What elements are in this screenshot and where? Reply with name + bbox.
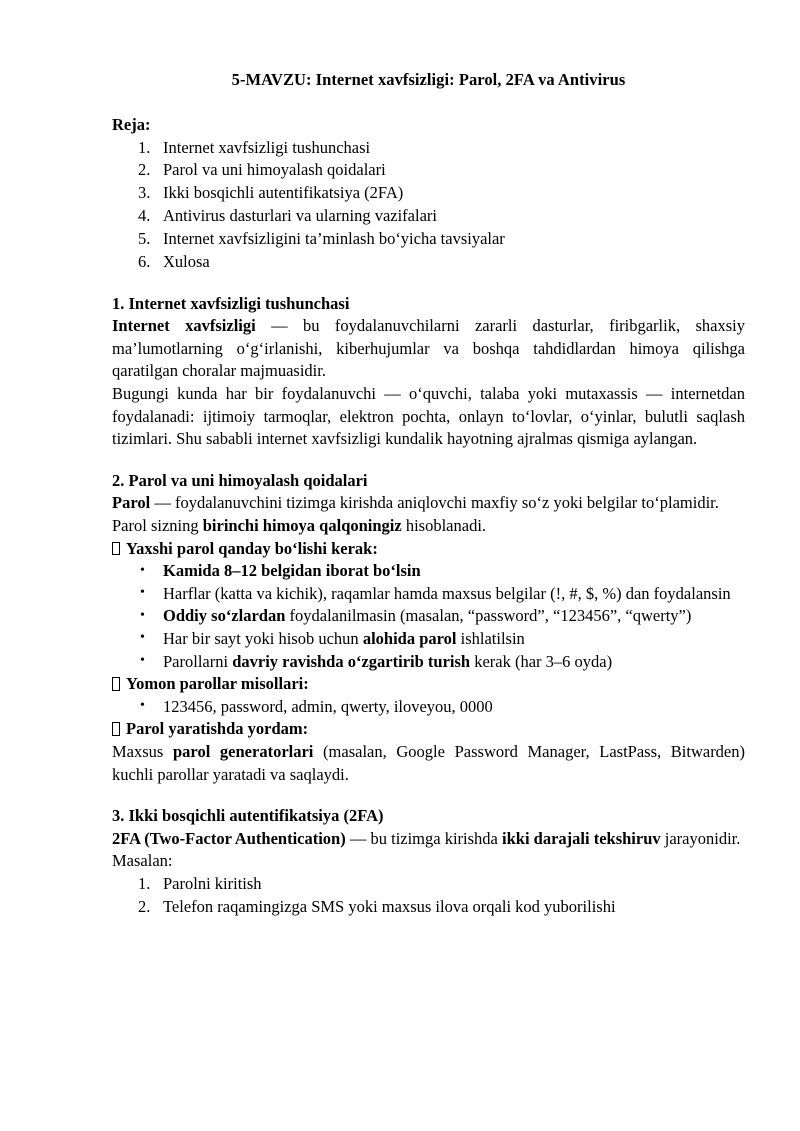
shield-emphasis: birinchi himoya qalqoningiz: [202, 516, 402, 535]
missing-glyph-box-icon: [112, 677, 120, 691]
help-prefix: Maxsus: [112, 741, 173, 761]
password-help-heading: [112, 718, 745, 741]
list-item-label: Har bir sayt yoki hisob uchun: [163, 628, 363, 648]
list-item: [112, 896, 745, 919]
reja-list: [112, 137, 745, 274]
masalan-label: Masalan:: [112, 851, 173, 871]
list-item: [112, 873, 745, 896]
term-internet-xavfsizligi: Internet xavfsizligi: [112, 316, 256, 336]
bullet-icon: •: [140, 562, 145, 578]
list-item-number: 2.: [138, 896, 151, 916]
list-item-number: 1.: [138, 873, 151, 893]
help-emphasis: parol generatorlari: [173, 741, 314, 761]
list-item-label: Kamida 8–12 belgidan iborat boʻlsin: [163, 561, 421, 581]
term-2fa: 2FA (Two-Factor Authentication): [112, 828, 346, 848]
list-item-number: 6.: [138, 251, 151, 271]
list-item-label: foydalanilmasin (masalan, “password”, “123456”, “qwerty”): [285, 606, 692, 626]
document-content: [112, 70, 745, 919]
list-item-label: Xulosa: [163, 251, 210, 271]
list-item: [112, 696, 745, 719]
bullet-icon: •: [140, 698, 145, 714]
reja-heading: Reja:: [112, 115, 151, 134]
list-item: [112, 583, 745, 606]
list-item-number: 5.: [138, 228, 151, 248]
definition-mid: — bu tizimga kirishda: [345, 828, 503, 848]
list-item-number: 3.: [138, 183, 151, 203]
missing-glyph-box-icon: [112, 722, 120, 736]
definition-end: jarayonidir.: [660, 828, 741, 848]
list-item: [112, 251, 745, 274]
list-item-label: Internet xavfsizligini ta’minlash boʻyicha tavsiyalar: [163, 228, 505, 248]
list-item: [112, 182, 745, 205]
help-suffix: (masalan, Google Password Manager, LastPass, Bitwarden) kuchli parollar yaratadi va saqlaydi.: [112, 741, 746, 784]
section-3-heading: 3. Ikki bosqichli autentifikatsiya (2FA): [112, 806, 384, 826]
list-item-label: Ikki bosqichli autentifikatsiya (2FA): [163, 183, 404, 203]
missing-glyph-box-icon: [112, 542, 120, 556]
list-item: [112, 651, 745, 674]
section-1-definition: [112, 315, 745, 383]
definition-emphasis: ikki darajali tekshiruv: [502, 828, 661, 848]
section-2-heading: 2. Parol va uni himoyalash qoidalari: [112, 470, 368, 490]
section-1-heading: 1. Internet xavfsizligi tushunchasi: [112, 293, 350, 313]
list-item-label: 123456, password, admin, qwerty, iloveyou, 0000: [163, 696, 493, 716]
list-item-emphasis: alohida parol: [362, 628, 457, 648]
list-item-label: Parolni kiritish: [163, 873, 262, 893]
list-item-number: 2.: [138, 160, 151, 180]
list-item-label-end: kerak (har 3–6 oyda): [470, 651, 613, 671]
list-item-label-end: ishlatilsin: [456, 628, 525, 648]
list-item: [112, 159, 745, 182]
list-item-label: Parollarni: [163, 651, 233, 671]
section-2-shield-sentence: [112, 515, 745, 538]
list-item-label: Antivirus dasturlari va ularning vazifalari: [163, 206, 437, 226]
bad-password-heading: [112, 673, 745, 696]
list-item: [112, 205, 745, 228]
list-item-emphasis: davriy ravishda oʻzgartirib turish: [232, 651, 471, 671]
definition-text: — foydalanuvchini tizimga kirishda aniqlovchi maxfiy soʻz yoki belgilar toʻplamidir.: [150, 493, 719, 513]
section-spacer: [112, 786, 745, 805]
password-help-heading-label: Parol yaratishda yordam:: [126, 719, 309, 739]
list-item: [112, 560, 745, 583]
section-2-definition: [112, 492, 745, 515]
list-item-label: Internet xavfsizligi tushunchasi: [163, 137, 371, 157]
list-item-number: 4.: [138, 206, 151, 226]
bullet-icon: •: [140, 607, 145, 623]
list-item: [112, 628, 745, 651]
list-item-emphasis: Oddiy soʻzlardan: [163, 606, 286, 626]
list-item-number: 1.: [138, 137, 151, 157]
list-item: [112, 228, 745, 251]
bad-password-heading-label: Yomon parollar misollari:: [126, 674, 309, 694]
bullet-icon: •: [140, 630, 145, 646]
bad-password-list: [112, 696, 745, 719]
section-3-definition: [112, 828, 745, 851]
password-help-paragraph: [112, 741, 745, 786]
list-item: [112, 137, 745, 160]
list-item-label: Harflar (katta va kichik), raqamlar hamda maxsus belgilar (!, #, $, %) dan foydalansin: [163, 583, 731, 603]
page-title: 5-MAVZU: Internet xavfsizligi: Parol, 2FA va Antivirus: [231, 70, 626, 89]
bullet-icon: •: [140, 585, 145, 601]
section-spacer: [112, 274, 745, 293]
definition-text: — bu foydalanuvchilarni zararli dasturlar, firibgarlik, shaxsiy ma’lumotlarning oʻgʻirlanishi, kiberhujumlar va boshqa tahdidlardan himoya qilishga qaratilgan choralar majmuasidir.: [112, 316, 745, 381]
good-password-list: [112, 560, 745, 673]
list-item-label: Parol va uni himoyalash qoidalari: [163, 160, 386, 180]
list-item: [112, 605, 745, 628]
2fa-steps-list: [112, 873, 745, 919]
section-spacer: [112, 451, 745, 470]
good-password-heading: [112, 538, 745, 561]
bullet-icon: •: [140, 653, 145, 669]
section-1-paragraph-2: Bugungi kunda har bir foydalanuvchi — oʻquvchi, talaba yoki mutaxassis — internetdan foydalanadi: ijtimoiy tarmoqlar, elektron pochta, onlayn toʻlovlar, oʻyinlar, bulutli saqlash tizimlari. Shu sababli internet xavfsizligi kundalik hayotning ajralmas qismiga aylangan.: [112, 384, 745, 449]
term-parol: Parol: [112, 493, 151, 513]
shield-suffix: hisoblanadi.: [401, 516, 487, 535]
shield-prefix: Parol sizning: [112, 516, 203, 535]
good-password-heading-label: Yaxshi parol qanday boʻlishi kerak:: [126, 538, 378, 558]
list-item-label: Telefon raqamingizga SMS yoki maxsus ilova orqali kod yuborilishi: [163, 896, 616, 916]
